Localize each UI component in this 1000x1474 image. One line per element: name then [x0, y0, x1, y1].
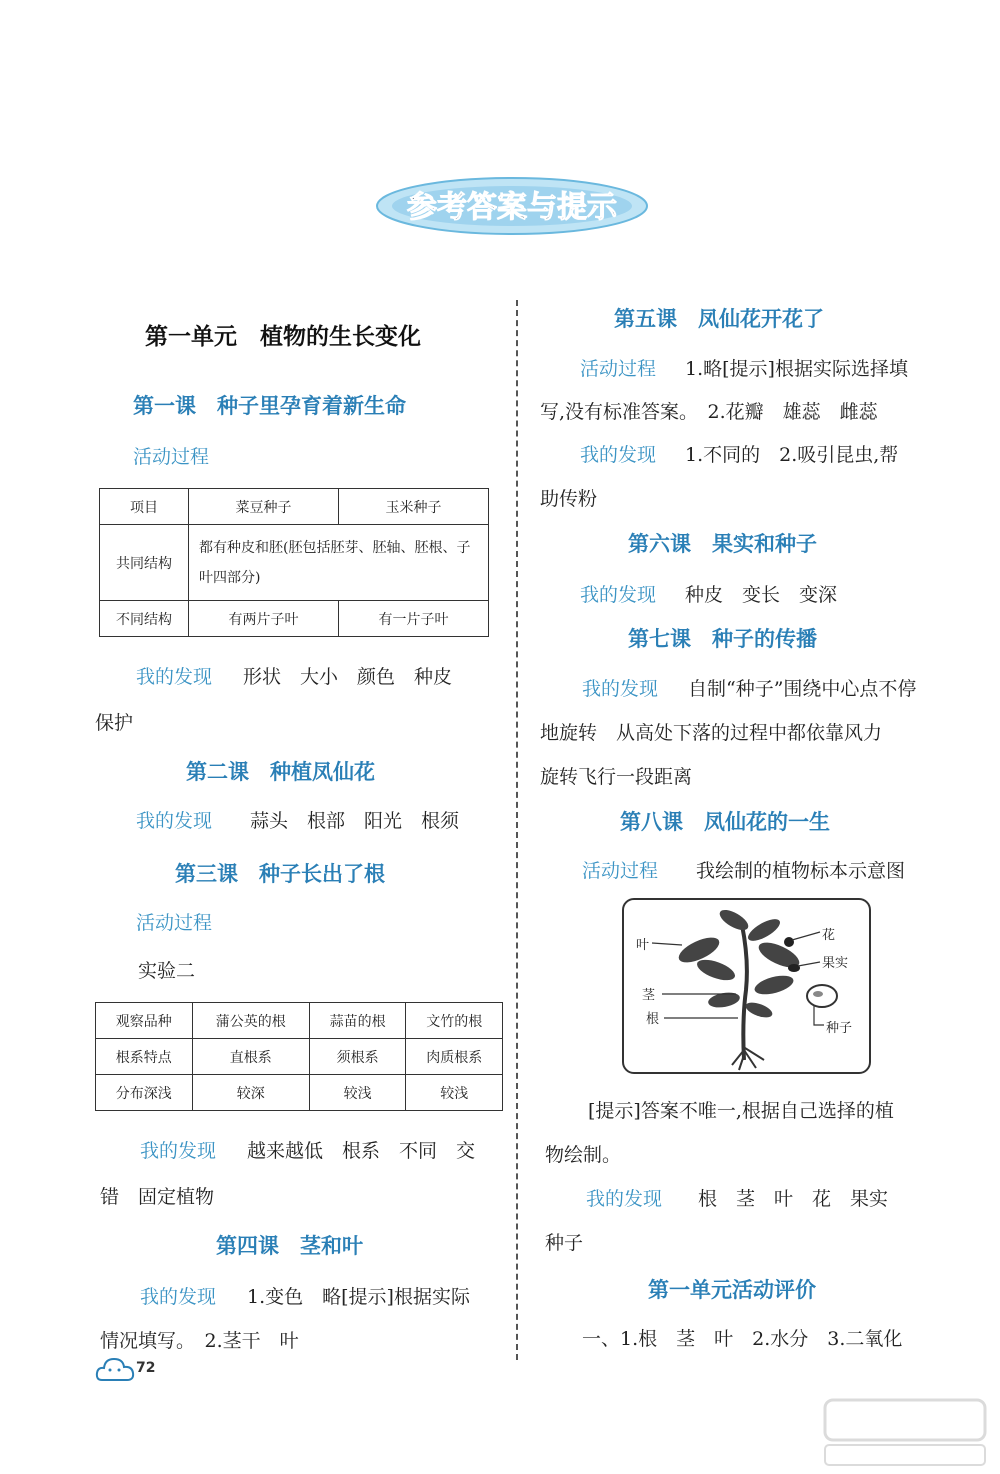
lesson8-finding-text: 根 茎 叶 花 果实	[698, 1188, 889, 1210]
lesson8-hint-cont: 物绘制。	[545, 1144, 622, 1166]
flower-label: 花	[822, 928, 836, 943]
lesson4-finding-cont: 情况填写。 2.茎干 叶	[100, 1330, 299, 1352]
lesson6-title: 第六课 果实和种子	[628, 532, 817, 556]
table-cell: 有两片子叶	[189, 601, 339, 637]
table-cell: 文竹的根	[406, 1003, 503, 1039]
banner-title: 参考答案与提示	[407, 190, 617, 225]
table-cell: 肉质根系	[406, 1039, 503, 1075]
table-cell: 较浅	[309, 1075, 406, 1111]
lesson1-finding-label: 我的发现	[136, 666, 213, 688]
title-banner	[375, 175, 650, 237]
stem-label: 茎	[642, 988, 656, 1003]
lesson5-activity-text: 1.略[提示]根据实际选择填	[685, 358, 908, 380]
lesson1-finding-text: 形状 大小 颜色 种皮	[243, 666, 453, 688]
leaf-label: 叶	[636, 938, 650, 953]
page-number: 72	[136, 1360, 156, 1376]
lesson4-finding-text: 1.变色 略[提示]根据实际	[247, 1286, 470, 1308]
lesson5-finding-cont: 助传粉	[540, 488, 598, 510]
lesson5-title: 第五课 凤仙花开花了	[614, 307, 824, 331]
table-row	[96, 1003, 503, 1039]
lesson3-finding-cont: 错 固定植物	[100, 1186, 215, 1208]
table-row-label: 观察品种	[96, 1003, 193, 1039]
table-row	[100, 601, 489, 637]
lesson8-activity-text: 我绘制的植物标本示意图	[696, 860, 906, 882]
table-row-label: 共同结构	[100, 525, 189, 601]
table-row-label: 分布深浅	[96, 1075, 193, 1111]
root-system-table	[95, 1002, 503, 1111]
table-row-label: 根系特点	[96, 1039, 193, 1075]
lesson7-finding-text: 自制“种子”围绕中心点不停	[688, 678, 917, 700]
lesson5-finding-text: 1.不同的 2.吸引昆虫,帮	[685, 444, 899, 466]
lesson8-title: 第八课 凤仙花的一生	[620, 810, 830, 834]
lesson8-activity-label: 活动过程	[582, 860, 659, 882]
lesson3-experiment: 实验二	[138, 960, 196, 982]
lesson6-finding-label: 我的发现	[580, 584, 657, 606]
lesson4-title: 第四课 茎和叶	[216, 1234, 363, 1258]
root-label: 根	[646, 1012, 660, 1027]
table-header-cell: 菜豆种子	[189, 489, 339, 525]
lesson5-finding-label: 我的发现	[580, 444, 657, 466]
table-row-label: 不同结构	[100, 601, 189, 637]
lesson6-finding-text: 种皮 变长 变深	[685, 584, 838, 606]
lesson2-finding-label: 我的发现	[136, 810, 213, 832]
lesson5-activity-label: 活动过程	[580, 358, 657, 380]
seed-structure-table	[99, 488, 489, 637]
lesson1-activity-label: 活动过程	[133, 446, 210, 468]
lesson7-finding-cont2: 旋转飞行一段距离	[540, 766, 693, 788]
table-cell: 较浅	[406, 1075, 503, 1111]
table-cell: 蒲公英的根	[192, 1003, 309, 1039]
lesson7-title: 第七课 种子的传播	[628, 627, 817, 651]
lesson8-finding-cont: 种子	[545, 1232, 584, 1254]
lesson3-finding-text: 越来越低 根系 不同 交	[247, 1140, 476, 1162]
plant-illustration	[624, 900, 869, 1072]
table-cell: 直根系	[192, 1039, 309, 1075]
table-cell: 蒜苗的根	[309, 1003, 406, 1039]
plant-diagram	[622, 898, 871, 1074]
table-row	[96, 1075, 503, 1111]
lesson3-activity-label: 活动过程	[136, 912, 213, 934]
table-cell: 都有种皮和胚(胚包括胚芽、胚轴、胚根、子叶四部分)	[189, 525, 489, 601]
lesson1-title: 第一课 种子里孕育着新生命	[133, 394, 406, 418]
lesson4-finding-label: 我的发现	[140, 1286, 217, 1308]
table-header-cell: 玉米种子	[339, 489, 489, 525]
banner-background	[375, 175, 650, 237]
table-row	[96, 1039, 503, 1075]
lesson2-finding-text: 蒜头 根部 阳光 根须	[250, 810, 460, 832]
table-cell: 较深	[192, 1075, 309, 1111]
lesson3-title: 第三课 种子长出了根	[175, 862, 385, 886]
unit-eval-title: 第一单元活动评价	[648, 1278, 816, 1302]
fruit-label: 果实	[822, 956, 849, 971]
cloud-icon	[94, 1352, 136, 1386]
lesson2-title: 第二课 种植凤仙花	[186, 760, 375, 784]
lesson3-finding-label: 我的发现	[140, 1140, 217, 1162]
unit-title: 第一单元 植物的生长变化	[145, 324, 421, 350]
column-divider	[516, 300, 518, 1360]
lesson7-finding-label: 我的发现	[582, 678, 659, 700]
table-row	[100, 489, 489, 525]
lesson7-finding-cont1: 地旋转 从高处下落的过程中都依靠风力	[540, 722, 883, 744]
table-cell: 须根系	[309, 1039, 406, 1075]
watermark-logo	[820, 1395, 990, 1470]
lesson8-finding-label: 我的发现	[586, 1188, 663, 1210]
table-row	[100, 525, 489, 601]
table-header-cell: 项目	[100, 489, 189, 525]
lesson1-finding-cont: 保护	[95, 712, 134, 734]
unit-eval-text: 一、1.根 茎 叶 2.水分 3.二氧化	[582, 1328, 903, 1350]
lesson8-hint: [提示]答案不唯一,根据自己选择的植	[588, 1100, 894, 1122]
lesson5-activity-cont: 写,没有标准答案。 2.花瓣 雄蕊 雌蕊	[540, 401, 878, 423]
table-cell: 有一片子叶	[339, 601, 489, 637]
seed-label: 种子	[826, 1021, 853, 1036]
